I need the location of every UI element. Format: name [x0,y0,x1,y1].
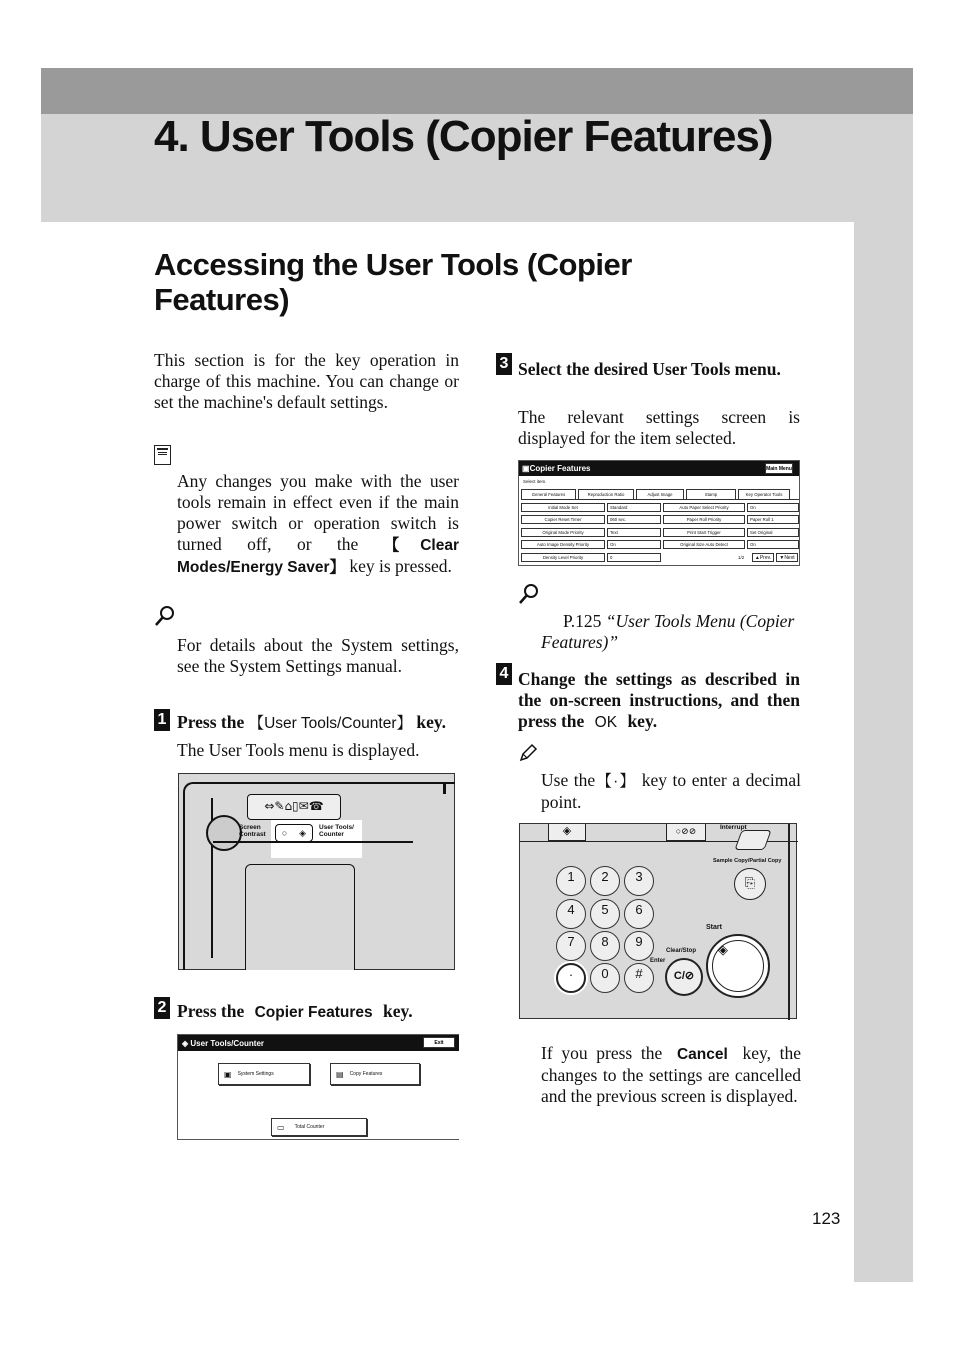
diamond-icon: ◈ [548,824,586,841]
system-settings-button[interactable] [218,1063,310,1085]
keypad-key[interactable]: 2 [590,866,620,896]
section-title: Accessing the User Tools (Copier Features) [154,247,632,317]
ref-title[interactable]: “User Tools Menu (Copier Features)” [541,611,795,652]
keypad-key[interactable]: 0 [590,963,620,993]
system-settings-icon: ▣ [224,1069,232,1079]
sample-copy-icon: ⎘ [744,875,756,890]
total-counter-label: Total Counter [294,1124,325,1130]
note4-post: key to enter a decimal point. [541,770,801,812]
clear-modes-key-label: 【Clear Modes/Energy Saver】 [177,537,459,576]
step3-body: The relevant settings screen is displayed for the item selected. [518,407,800,448]
control-panel-illustration [178,773,455,970]
important-note [177,471,459,578]
copy-features-label: Copy Features [349,1071,383,1077]
cancel-pre: If you press the [541,1043,663,1063]
decimal-key-label: 【·】 [595,773,637,790]
total-counter-button[interactable] [271,1118,367,1136]
start-diamond-icon: ◈ [718,942,728,957]
counter-icon: ▭ [277,1122,285,1132]
copier-features-screen [518,460,800,566]
pencil-note-icon [518,743,538,768]
tab-strip [521,487,799,500]
intro-paragraph: This section is for the key operation in charge of this machine. You can change or set the machine's default settings. [154,350,459,412]
setting-label-button[interactable]: Original Size Auto Detect [663,540,745,549]
step-number: 2 [154,997,170,1019]
select-item-text: Select item. [523,479,547,484]
tab-3[interactable]: Adjust Image [636,489,684,499]
copier-icon: ▣ [522,464,530,473]
setting-label-button[interactable]: Original Mode Priority [521,528,605,537]
copier-features-button[interactable] [330,1063,420,1085]
step4-heading [518,669,800,733]
exit-button[interactable]: Exit [423,1037,455,1048]
cancel-key-label: Cancel [676,1046,728,1063]
important-text-2: key is pressed. [349,556,452,576]
next-button[interactable]: ▼Next [776,553,798,562]
setting-value[interactable]: Standard [607,503,661,512]
step-number: 1 [154,709,170,731]
setting-label-button[interactable]: Initial Mode Set [521,503,605,512]
step3-heading: Select the desired User Tools menu. [518,359,781,379]
tab-5[interactable]: Key Operator Tools [738,489,790,499]
step1-heading [177,712,459,734]
setting-label-button[interactable]: Paper Roll Priority [663,515,745,524]
setting-value[interactable]: Paper Roll 1 [747,515,799,524]
clear-stop-label: Clear/Stop [666,948,697,954]
chapter-title: 4. User Tools (Copier Features) [154,112,773,161]
sample-copy-key[interactable] [734,868,766,900]
keypad-key[interactable]: · [556,963,586,993]
sample-copy-label: Sample Copy/Partial Copy [713,858,782,864]
keypad-key[interactable]: 6 [624,899,654,929]
setting-label-button[interactable]: Auto Image Density Priority [521,540,605,549]
main-menu-button[interactable]: Main Menu [765,463,793,474]
start-key[interactable] [706,934,770,998]
setting-label-button[interactable]: Auto Paper Select Priority [663,503,745,512]
step2-heading [177,1001,459,1023]
decimal-note [541,770,801,813]
ref-page: P.125 [563,611,602,631]
step2-pre: Press the [177,1001,245,1021]
cancel-post: key, the changes to the settings are cancelled and the previous screen is displayed. [541,1043,802,1106]
function-keys-icon: ⇔✎⌂▯✉☎ [247,794,341,820]
start-label: Start [706,924,722,931]
page-number: 123 [812,1209,841,1228]
keypad-illustration [519,823,797,1019]
setting-value[interactable]: On [747,503,799,512]
keypad-key[interactable]: 1 [556,866,586,896]
interrupt-key[interactable] [734,830,771,850]
setting-value[interactable]: On [607,540,661,549]
copier-screen-title: Copier Features [529,464,591,473]
important-icon [154,445,171,465]
setting-label-button[interactable]: Density Level Priority [521,553,605,562]
keypad-key[interactable]: 9 [624,931,654,961]
step1-body: The User Tools menu is displayed. [177,740,420,760]
keypad-key[interactable]: 3 [624,866,654,896]
keypad-key[interactable]: 8 [590,931,620,961]
page-indicator: 1/2 [738,555,745,560]
diamond-icon: ◈ [182,1038,189,1048]
energy-saver-icon: ○⊘⊘ [666,824,706,841]
screen-contrast-label: Screen Contrast [239,824,266,838]
header-band-dark [41,68,913,114]
reference-link-text [541,611,801,653]
setting-label-button[interactable]: Print Start Trigger [663,528,745,537]
setting-value[interactable]: Set Original [747,528,799,537]
reference-icon [518,583,540,610]
copier-icon: ▤ [336,1069,344,1079]
clear-stop-key[interactable]: C/⊘ [665,958,703,996]
step4-head-2: key. [627,711,658,731]
user-tools-key-label: 【User Tools/Counter】 [248,715,412,732]
step2-post: key. [383,1001,413,1021]
enter-label: Enter [650,958,666,964]
keypad-key[interactable]: 4 [556,899,586,929]
interrupt-label: Interrupt [720,824,747,831]
diamond-icon: ◈ [299,827,307,838]
user-tools-counter-key[interactable] [275,824,313,842]
user-tools-screen [177,1034,459,1140]
setting-value[interactable]: 0 [607,553,661,562]
keypad-key[interactable]: 5 [590,899,620,929]
step4-head-1: Change the settings as described in the on-screen instructions, and then press the [518,669,800,731]
note4-pre: Use the [541,770,596,790]
reference-note: For details about the System settings, see the System Settings manual. [177,635,459,676]
keypad-key[interactable]: 7 [556,931,586,961]
user-tools-label: User Tools/ Counter [319,824,354,838]
step-number: 4 [496,663,512,685]
prev-button[interactable]: ▲Prev. [752,553,774,562]
indicator-icon: ○ [281,828,288,838]
copier-features-key-label: Copier Features [254,1004,373,1021]
cancel-note [541,1043,801,1107]
tab-4[interactable]: Stamp [686,489,736,499]
side-tab-bar [854,222,913,1282]
user-tools-screen-title: User Tools/Counter [190,1038,265,1048]
important-text-1: Any changes you make with the user tools remain in effect even if the main power switch or operation switch is turned off, or the [177,471,459,554]
system-settings-label: System Settings [237,1071,274,1077]
setting-value[interactable]: 060 sec. [607,515,661,524]
tab-2[interactable]: Reproduction Ratio [578,489,634,499]
step1-post: key. [416,712,447,732]
setting-value[interactable]: Text [607,528,661,537]
setting-value[interactable]: On [747,540,799,549]
keypad-key[interactable]: # [624,963,654,993]
reference-icon [154,605,176,632]
tab-1[interactable]: General Features [521,489,576,499]
step-number: 3 [496,353,512,375]
ok-key-label: OK [594,714,618,731]
setting-label-button[interactable]: Copier Reset Timer [521,515,605,524]
step1-pre: Press the [177,712,245,732]
